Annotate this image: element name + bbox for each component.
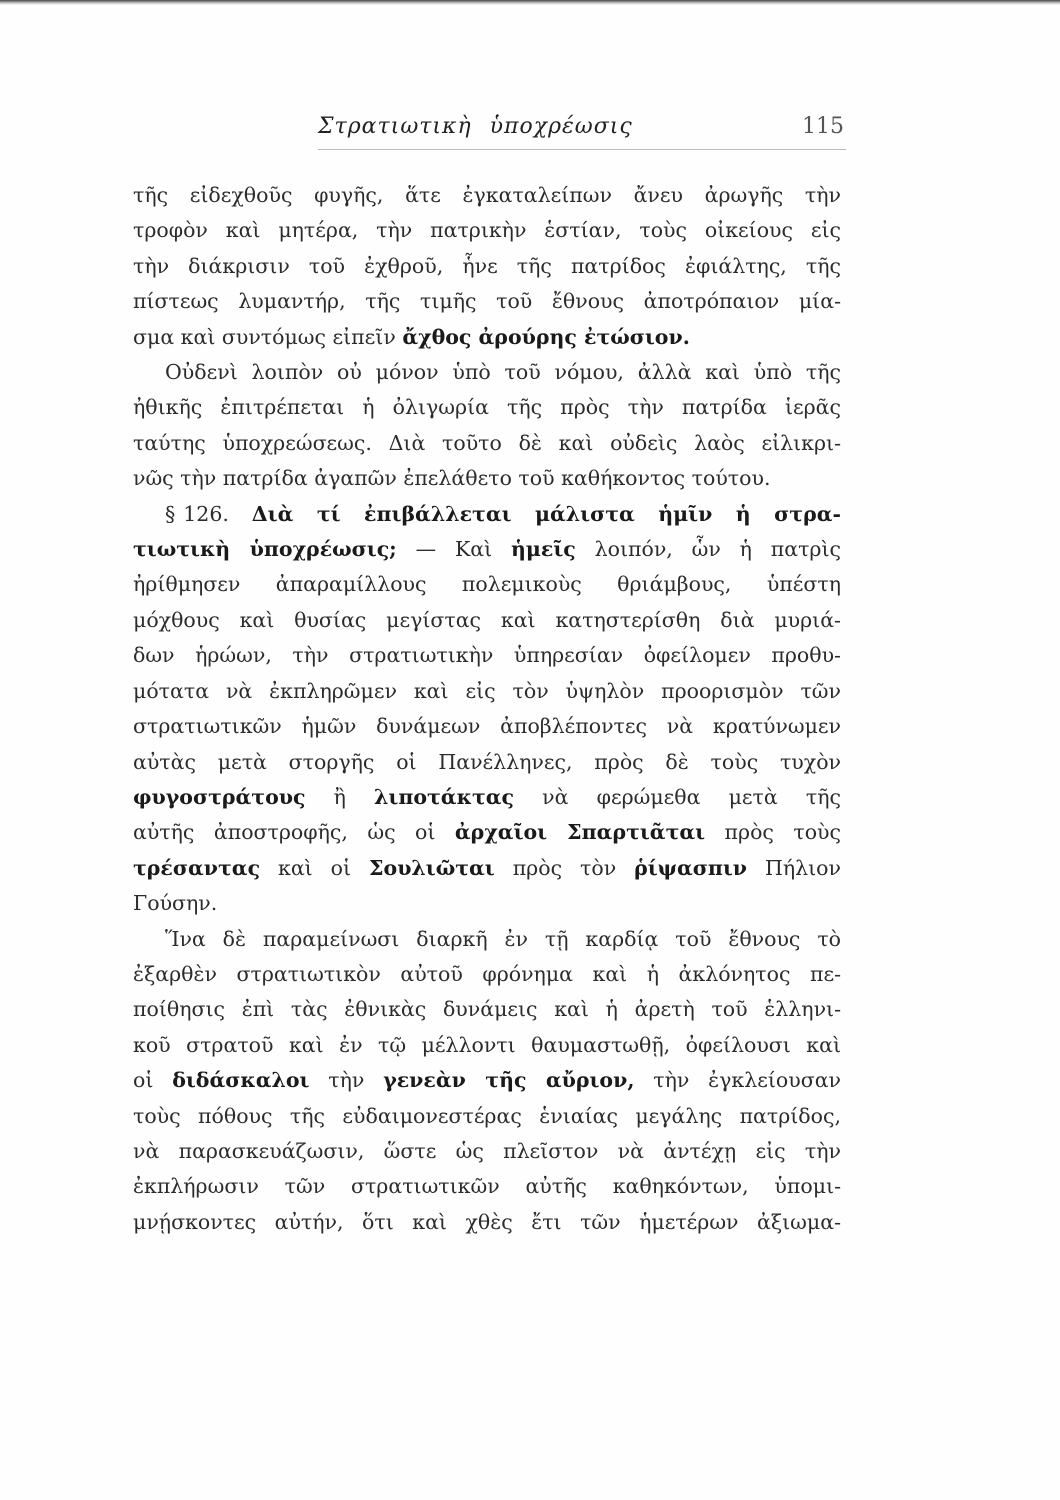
text-line: μότατα νὰ ἐκπληρῶμεν καὶ εἰς τὸν ὑψηλὸν προορισμὸν τῶν — [133, 678, 841, 703]
text-line: Οὐδενὶ λοιπὸν οὐ μόνον ὑπὸ τοῦ νόμου, ἀλλὰ καὶ ὑπὸ τῆς — [165, 360, 841, 385]
page-number: 115 — [802, 114, 844, 139]
bold-word: λιποτάκτας — [374, 784, 515, 809]
text-line: ποίθησις ἐπὶ τὰς ἐθνικὰς δυνάμεις καὶ ἡ ἀρετὴ τοῦ ἑλληνι- — [133, 997, 841, 1022]
text-line: δων ἡρώων, τὴν στρατιωτικὴν ὑπηρεσίαν ὀφείλομεν προθυ- — [133, 643, 841, 668]
text-line — [133, 320, 841, 355]
text-run: νὰ φερώμεθα μετὰ τῆς — [542, 784, 841, 809]
section-sign: § — [165, 501, 176, 526]
text-run: αὐτῆς ἀποστροφῆς, ὡς οἱ — [133, 820, 436, 845]
scan-edge — [0, 0, 1060, 5]
text-line: νῶς τὴν πατρίδα ἀγαπῶν ἐπελάθετο τοῦ καθήκοντος τούτου. — [133, 466, 771, 491]
text-line: νὰ παρασκευάζωσιν, ὥστε ὡς πλεῖστον νὰ ἀντέχῃ εἰς τὴν — [133, 1138, 841, 1163]
text-run: τὴν — [328, 1068, 365, 1093]
bold-word: ἡμεῖς — [511, 537, 576, 562]
text-line — [133, 1063, 841, 1098]
section-126 — [133, 497, 841, 922]
text-line: Ἵνα δὲ παραμείνωσι διαρκῆ ἐν τῇ καρδίᾳ τοῦ ἔθνους τὸ — [165, 926, 841, 951]
running-header — [318, 108, 848, 148]
paragraph-duty — [133, 355, 841, 497]
text-run: σμα καὶ συντόμως εἰπεῖν — [133, 324, 396, 349]
section-heading-line — [133, 497, 841, 532]
text-line: Γούσην. — [133, 891, 218, 916]
text-line: τροφὸν καὶ μητέρα, τὴν πατρικὴν ἑστίαν, τοὺς οἰκείους εἰς — [133, 218, 841, 243]
bold-word: διδάσκαλοι — [172, 1068, 310, 1093]
paragraph-continued — [133, 178, 841, 355]
em-dash: — — [415, 537, 437, 562]
text-run: οἱ — [133, 1068, 154, 1093]
running-title-word-2: ὑποχρέωσις — [489, 114, 633, 139]
paragraph-teachers — [133, 922, 841, 1241]
text-line: μνῄσκοντες αὐτήν, ὅτι καὶ χθὲς ἔτι τῶν ἡμετέρων ἀξιωμα- — [133, 1209, 841, 1234]
text-line: ἐκπλήρωσιν τῶν στρατιωτικῶν αὐτῆς καθηκόντων, ὑπομι- — [133, 1174, 841, 1199]
text-line — [133, 815, 841, 850]
header-rule — [318, 149, 846, 150]
section-number: 126. — [183, 501, 229, 526]
text-run: πρὸς τοὺς — [724, 820, 841, 845]
text-line: αὐτὰς μετὰ στοργῆς οἱ Πανέλληνες, πρὸς δὲ τοὺς τυχὸν — [133, 749, 841, 774]
text-line: κοῦ στρατοῦ καὶ ἐν τῷ μέλλοντι θαυμαστωθῇ, ὀφείλουσι καὶ — [133, 1032, 841, 1057]
text-line — [133, 851, 841, 886]
text-line: πίστεως λυμαντήρ, τῆς τιμῆς τοῦ ἔθνους ἀποτρόπαιον μία- — [133, 289, 841, 314]
text-line: ἠθικῆς ἐπιτρέπεται ἡ ὀλιγωρία τῆς πρὸς τὴν πατρίδα ἱερᾶς — [133, 395, 841, 420]
bold-word: τρέσαντας — [133, 855, 261, 880]
text-run: καὶ οἱ — [278, 855, 352, 880]
running-title — [318, 114, 633, 139]
text-line: ταύτης ὑποχρεώσεως. Διὰ τοῦτο δὲ καὶ οὐδεὶς λαὸς εἰλικρι- — [133, 430, 841, 455]
text-line: τῆς εἰδεχθοῦς φυγῆς, ἅτε ἐγκαταλείπων ἄνευ ἀρωγῆς τὴν — [133, 183, 841, 207]
text-line — [133, 532, 841, 567]
body-text — [133, 178, 841, 1240]
text-run: Καὶ — [454, 537, 493, 562]
bold-word: φυγοστράτους — [133, 784, 306, 809]
text-line — [133, 780, 841, 815]
bold-phrase: γενεὰν τῆς αὔριον, — [383, 1068, 635, 1093]
text-line: τοὺς πόθους τῆς εὐδαιμονεστέρας ἑνιαίας μεγάλης πατρίδος, — [133, 1103, 841, 1128]
text-line: ἠρίθμησεν ἀπαραμίλλους πολεμικοὺς θριάμβους, ὑπέστη — [133, 572, 841, 597]
bold-word: ἀρχαῖοι Σπαρτιᾶται — [454, 820, 706, 845]
section-heading-cont: τιωτικὴ ὑποχρέωσις; — [133, 537, 397, 562]
section-heading: Διὰ τί ἐπιβάλλεται μάλιστα ἡμῖν ἡ στρα- — [251, 501, 841, 526]
text-line: μόχθους καὶ θυσίας μεγίστας καὶ κατηστερίσθη διὰ μυριά- — [133, 607, 841, 632]
text-line: τὴν διάκρισιν τοῦ ἐχθροῦ, ἧνε τῆς πατρίδος ἐφιάλτης, τῆς — [133, 253, 841, 278]
text-run: πρὸς τὸν — [512, 855, 617, 880]
text-run: ἢ — [333, 784, 346, 809]
running-title-word-1: Στρατιωτικὴ — [318, 114, 472, 139]
bold-quote: ἄχθος ἀρούρης ἐτώσιον. — [402, 324, 690, 349]
text-line: ἐξαρθὲν στρατιωτικὸν αὐτοῦ φρόνημα καὶ ἡ ἀκλόνητος πε- — [133, 961, 841, 986]
bold-word: Σουλιῶται — [369, 855, 495, 880]
text-run: λοιπόν, ὧν ἡ πατρὶς — [594, 537, 841, 562]
text-line: στρατιωτικῶν ἡμῶν δυνάμεων ἀποβλέποντες νὰ κρατύνωμεν — [133, 714, 841, 739]
text-run: Πήλιον — [764, 855, 841, 880]
text-run: τὴν ἐγκλείουσαν — [653, 1068, 841, 1093]
bold-word: ῥίψασπιν — [634, 855, 748, 880]
